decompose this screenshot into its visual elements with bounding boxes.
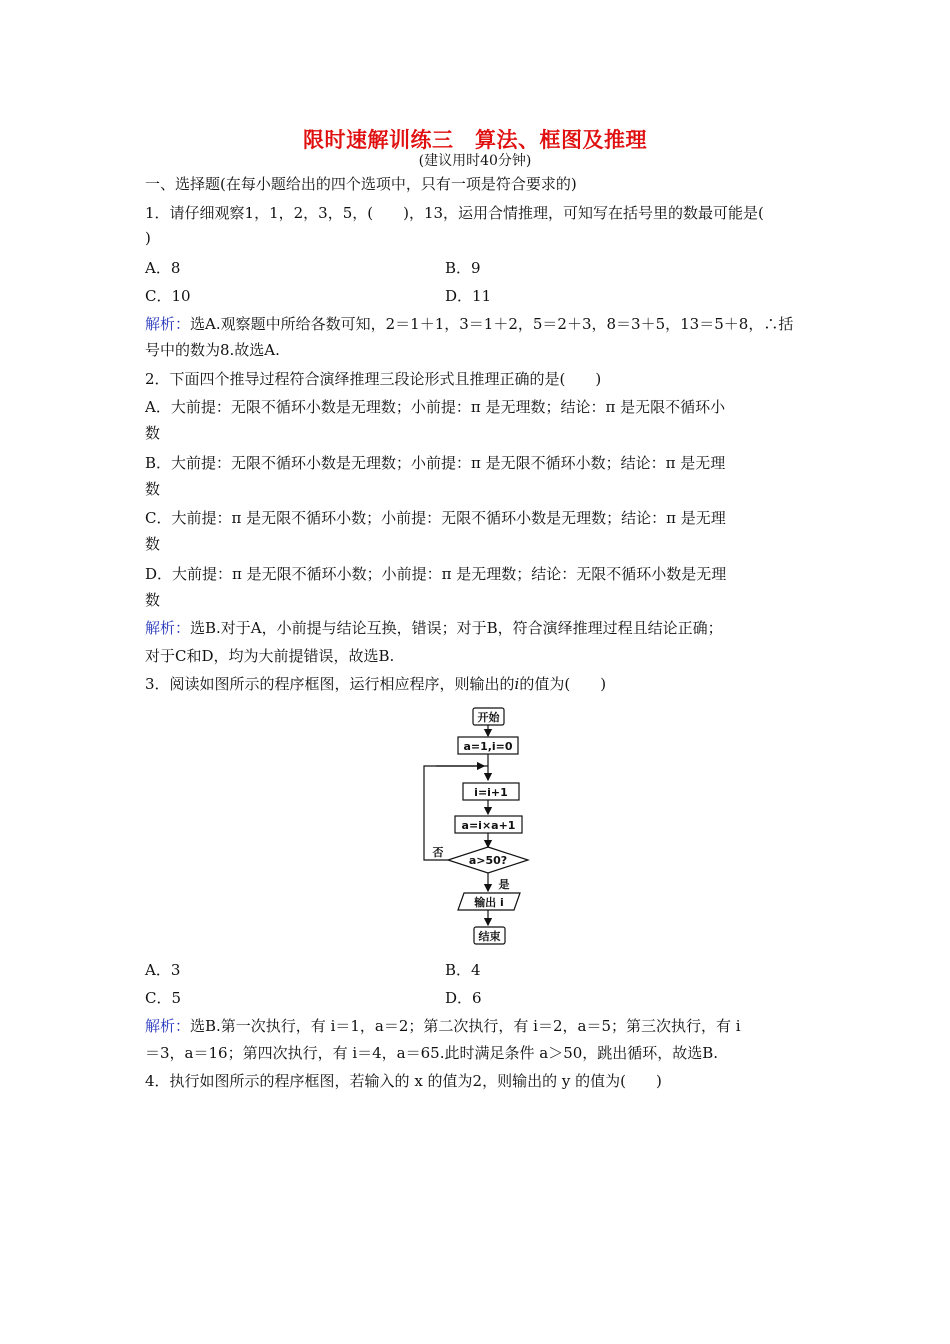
q1-option-c: C．10 (145, 287, 191, 305)
q2-option-a-line2: 数 (145, 424, 161, 442)
q1-option-d: D．11 (445, 287, 492, 305)
flowchart-no-label: 否 (432, 846, 444, 859)
q2-analysis-line2: 对于C和D，均为大前提错误，故选B. (145, 647, 395, 665)
flowchart-init-label: a=1,i=0 (463, 740, 513, 753)
flowchart-start-label: 开始 (477, 711, 500, 724)
q3-analysis-line2: ＝3，a＝16；第四次执行，有 i＝4，a＝65.此时满足条件 a＞50，跳出循环，故选B. (145, 1044, 719, 1062)
q2-option-d-line2: 数 (145, 591, 161, 609)
q2-stem: 2．下面四个推导过程符合演绎推理三段论形式且推理正确的是( ) (145, 370, 602, 388)
section-heading: 一、选择题(在每小题给出的四个选项中，只有一项是符合要求的) (145, 175, 577, 193)
q1-option-b: B．9 (445, 259, 481, 277)
flowchart-output-label: 输出 i (474, 896, 504, 909)
q3-option-a: A．3 (145, 961, 181, 979)
q2-option-b-line1: B．大前提：无限不循环小数是无理数；小前提：π 是无限不循环小数；结论：π 是无理 (145, 454, 726, 472)
q2-option-c-line1: C．大前提：π 是无限不循环小数；小前提：无限不循环小数是无理数；结论：π 是无理 (145, 509, 726, 527)
q3-stem-variable: i (514, 675, 520, 693)
q2-analysis-line1 (145, 618, 723, 638)
q1-analysis-line2: 号中的数为8.故选A. (145, 341, 280, 359)
q2-option-d-line1: D．大前提：π 是无限不循环小数；小前提：π 是无理数；结论：无限不循环小数是无理 (145, 565, 727, 583)
q3-option-d: D．6 (445, 989, 482, 1007)
q3-option-c: C．5 (145, 989, 182, 1007)
flowchart-step1-label: i=i+1 (474, 786, 508, 799)
program-flowchart (396, 703, 546, 948)
q1-analysis-line1 (145, 314, 793, 334)
flowchart-condition-label: a>50? (468, 854, 508, 867)
analysis-label: 解析： (145, 619, 191, 637)
q3-analysis-text: 选B.第一次执行，有 i＝1，a＝2；第二次执行，有 i＝2，a＝5；第三次执行，有 i (190, 1017, 741, 1035)
analysis-label: 解析： (145, 315, 191, 333)
q3-analysis-line1 (145, 1016, 741, 1036)
q3-stem (145, 674, 606, 694)
flowchart-step2-label: a=i×a+1 (461, 819, 516, 832)
page-title: 限时速解训练三 算法、框图及推理 (303, 127, 647, 152)
q1-stem-line1: 1．请仔细观察1，1，2，3，5，( )，13，运用合情推理，可知写在括号里的数最可能是( (145, 204, 764, 222)
analysis-label: 解析： (145, 1017, 191, 1035)
flowchart-yes-label: 是 (498, 878, 510, 891)
q1-analysis-text: 选A.观察题中所给各数可知，2＝1＋1，3＝1＋2，5＝2＋3，8＝3＋5，13＝5＋8，∴括 (190, 315, 794, 333)
flowchart-end-label: 结束 (478, 930, 501, 943)
q1-option-a: A．8 (145, 259, 181, 277)
q2-option-c-line2: 数 (145, 535, 161, 553)
q2-analysis-text: 选B.对于A，小前提与结论互换，错误；对于B，符合演绎推理过程且结论正确； (190, 619, 723, 637)
q2-option-b-line2: 数 (145, 480, 161, 498)
q2-option-a-line1: A．大前提：无限不循环小数是无理数；小前提：π 是无理数；结论：π 是无限不循环小 (145, 398, 726, 416)
q3-stem-part2: 的值为( ) (519, 675, 607, 693)
q3-stem-part1: 3．阅读如图所示的程序框图，运行相应程序，则输出的 (145, 675, 515, 693)
q1-stem-line2: ) (145, 229, 151, 247)
q4-stem: 4．执行如图所示的程序框图，若输入的 x 的值为2，则输出的 y 的值为( ) (145, 1072, 662, 1090)
q3-option-b: B．4 (445, 961, 481, 979)
page-subtitle: (建议用时40分钟) (418, 153, 532, 169)
